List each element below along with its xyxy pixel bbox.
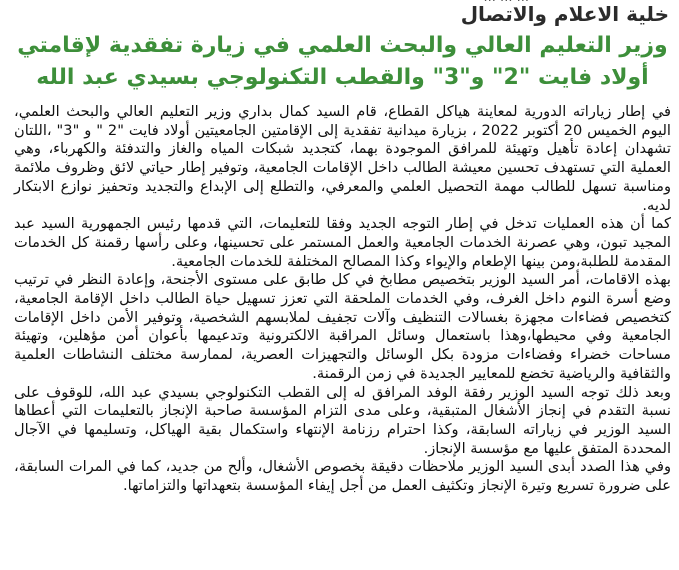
- headline-line-2: أولاد فايت "2" و"3" والقطب التكنولوجي بسيدي عبد الله: [36, 65, 649, 90]
- article-paragraph-1: في إطار زياراته الدورية لمعاينة هياكل القطاع، قام السيد كمال بداري وزير التعليم العالي والبحث العلمي، اليوم الخميس 20 أكتوبر 2022 ، بزيارة ميدانية تفقدية إلى الإقامتين الجامعيتين أولاد فايت "2 " و "3" ،اللتان تشهدان إعادة تأهيل وتهيئة للمرافق الموجودة بهما، كتجديد شبكات المياه والغاز والتدفئة والكهرباء، وهي العملية التي تستهدف تحسين معيشة الطالب داخل الإقامات الجامعية، وتوفير إطار حياتي لائق وظروف ملائمة ومناسبة تسهل للطالب مهمة التحصيل العلمي والمعرفي، والتطلع إلى الإبداع والتجديد وتحفيز نوازع الابتكار لديه.: [14, 103, 671, 214]
- source-label: خلية الاعلام والاتصال: [460, 2, 669, 26]
- article-paragraph-2: كما أن هذه العمليات تدخل في إطار التوجه الجديد وفقا للتعليمات، التي قدمها رئيس الجمهورية السيد عبد المجيد تبون، وهي عصرنة الخدمات الجامعية والعمل المستمر على تحسينها، وعلى رأسها رقمنة كل الخدمات المقدمة للطلبة،ومن بينها الإطعام والإيواء وكذا المصالح المختلفة للخدمات الجامعية.: [14, 215, 671, 270]
- article-headline: [14, 30, 671, 94]
- article-paragraph-3: بهذه الاقامات، أمر السيد الوزير بتخصيص مطابخ في كل طابق على مستوى الأجنحة، وإعادة النظر في ترتيب وضع أسرة النوم داخل الغرف، وفي الخدمات الملحقة التي تعزز تسهيل حياة الطالب داخل الإقامة الجامعية، كتخصيص فضاءات مجهزة بغسالات التنظيف وآلات تجفيف لملابسهم الشخصية، وتوفير الأمن داخل الإقامات الجامعية وفي محيطها،وهذا باستعمال وسائل المراقبة الالكترونية وتدعيمها بأعوان أمن مؤهلين، وتهيئة مساحات خضراء وفضاءات مزودة بكل الوسائل والتجهيزات العصرية، لممارسة مختلف النشاطات العلمية والثقافية والرياضية تخضع للمعايير الجديدة في زمن الرقمنة.: [14, 271, 671, 382]
- article-paragraph-5: وفي هذا الصدد أبدى السيد الوزير ملاحظات دقيقة بخصوص الأشغال، وألح من جديد، كما في المرات السابقة، على ضرورة تسريع وتيرة الإنجاز وتكثيف العمل من أجل إيفاء المؤسسة بتعهداتها والتزاماتها.: [14, 458, 671, 495]
- headline-line-1: وزير التعليم العالي والبحث العلمي في زيارة تفقدية لإقامتي: [17, 33, 668, 58]
- article-paragraph-4: وبعد ذلك توجه السيد الوزير رفقة الوفد المرافق له إلى القطب التكنولوجي بسيدي عبد الله، للوقوف على نسبة التقدم في إنجاز الأشغال المتبقية، وعلى مدى التزام المؤسسة صاحبة الإنجاز بالتعليمات التي أعطاها السيد الوزير في زياراته السابقة، وكذا احترام رزنامة الإنتهاء واستكمال بقية الهياكل، وتسليمها في الآجال المحددة المتفق عليها مع مؤسسة الإنجاز.: [14, 383, 671, 457]
- article-body: [14, 103, 671, 496]
